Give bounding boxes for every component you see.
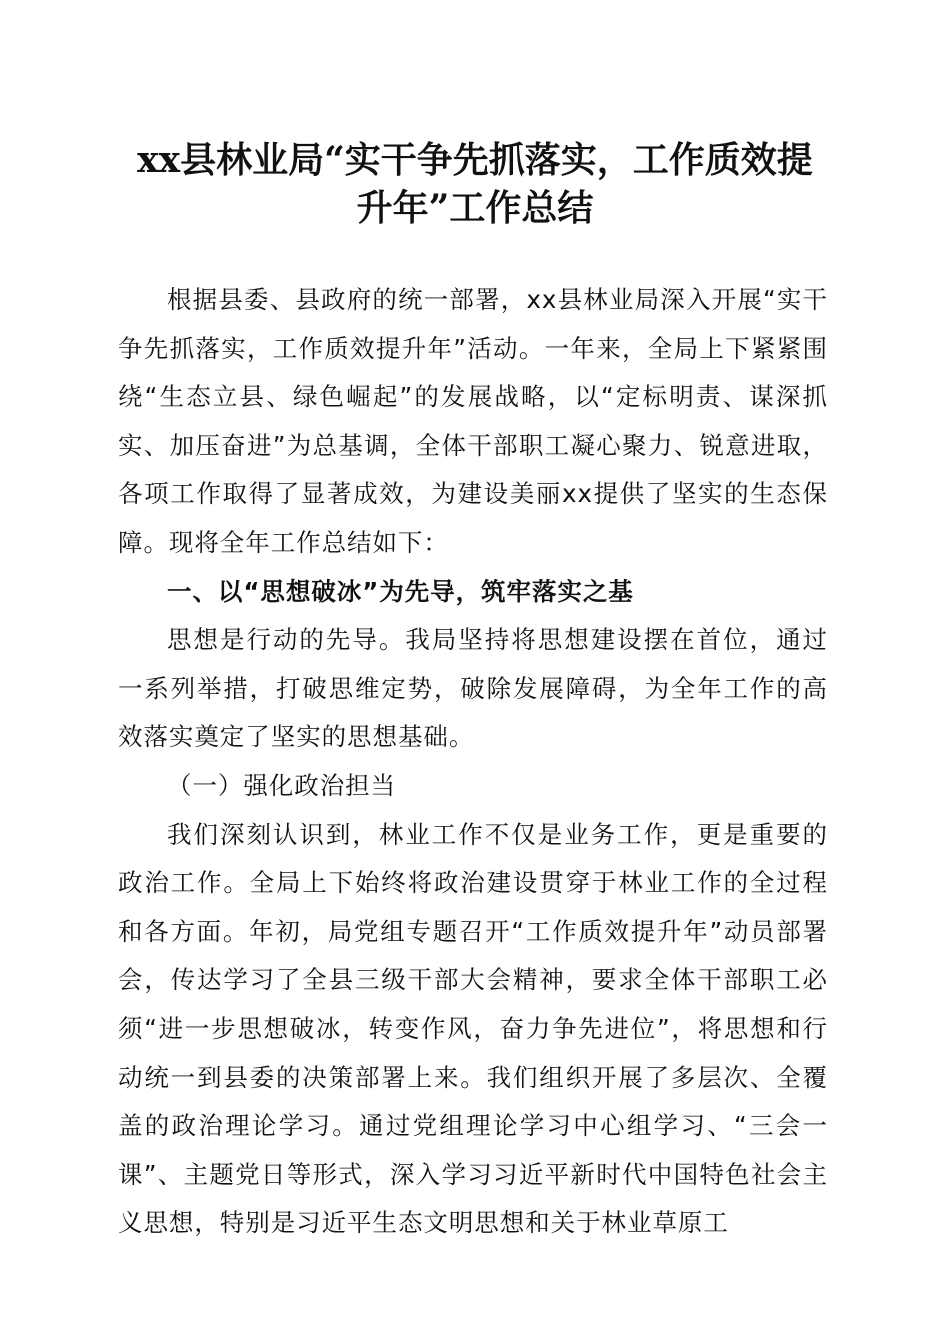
subsection-1-heading: （一）强化政治担当 (167, 770, 397, 800)
subsection-1-paragraph: 我们深刻认识到，林业工作不仅是业务工作，更是重要的政治工作。全局上下始终将政治建设贯穿于林业工作的全过程和各方面。年初，局党组专题召开“工作质效提升年”动员部署会，传达学习了全县三级干部大会精神，要求全体干部职工必须“进一步思想破冰，转变作风，奋力争先进位”，将思想和行动统一到县委的决策部署上来。我们组织开展了多层次、全覆盖的政治理论学习。通过党组理论学习中心组学习、“三会一课”、主题党日等形式，深入学习习近平新时代中国特色社会主义思想，特别是习近平生态文明思想和关于林业草原工 (118, 819, 828, 1238)
title-line-1: xx县林业局“实干争先抓落实，工作质效提 (137, 139, 813, 181)
document-title (100, 136, 850, 232)
section-1-heading: 一、以“思想破冰”为先导，筑牢落实之基 (167, 576, 634, 606)
document-body (118, 276, 828, 1248)
title-line-2: 升年”工作总结 (356, 187, 594, 229)
intro-paragraph: 根据县委、县政府的统一部署，xx县林业局深入开展“实干争先抓落实，工作质效提升年”活动。一年来，全局上下紧紧围绕“生态立县、绿色崛起”的发展战略，以“定标明责、谋深抓实、加压奋进”为总基调，全体干部职工凝心聚力、锐意进取，各项工作取得了显著成效，为建设美丽xx提供了坚实的生态保障。现将全年工作总结如下： (118, 285, 828, 557)
section-1-paragraph: 思想是行动的先导。我局坚持将思想建设摆在首位，通过一系列举措，打破思维定势，破除发展障碍，为全年工作的高效落实奠定了坚实的思想基础。 (118, 625, 828, 752)
